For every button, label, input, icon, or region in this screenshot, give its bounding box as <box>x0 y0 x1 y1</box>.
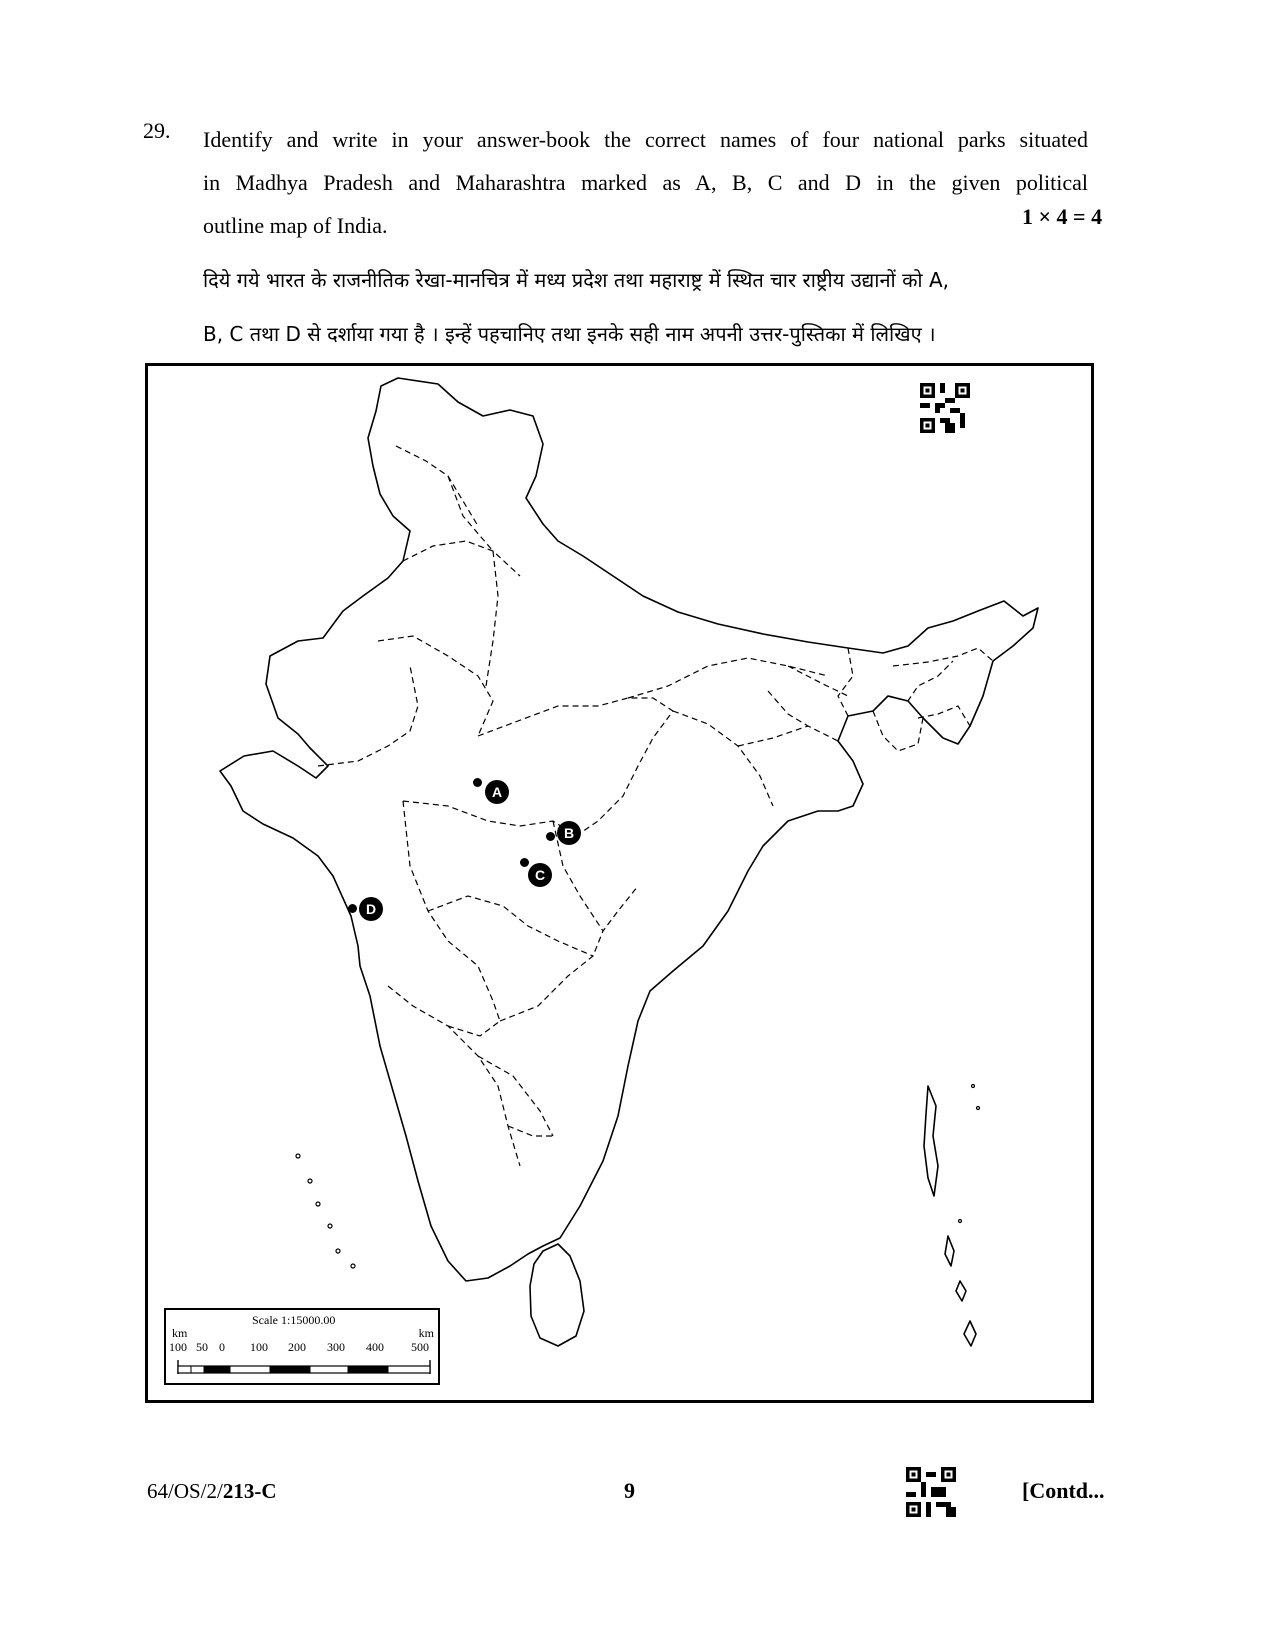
scale-tick: 300 <box>327 1340 345 1354</box>
paper-code-bold: 213-C <box>222 1479 277 1503</box>
marker-label: B <box>557 821 581 845</box>
qr-code <box>920 383 970 433</box>
scale-tick: 100 <box>169 1340 187 1354</box>
marker-label: A <box>485 780 509 804</box>
marker-dot <box>348 904 357 913</box>
india-outline <box>220 378 1038 1281</box>
hindi-line: दिये गये भारत के राजनीतिक रेखा-मानचित्र में मध्य प्रदेश तथा महाराष्ट्र में स्थित चार राष्ट्रीय उद्यानों को A, <box>203 268 950 292</box>
footer-qr-code <box>906 1467 956 1517</box>
marker-dot <box>520 858 529 867</box>
scale-tick: 0 <box>219 1340 225 1354</box>
scale-tick: 400 <box>366 1340 384 1354</box>
scale-tick: 500 <box>411 1340 429 1354</box>
question-line: Identify and write in your answer-book the correct names of four national parks situated <box>203 127 1088 152</box>
continued-label: [Contd... <box>1022 1478 1105 1503</box>
scale-tick: 100 <box>250 1340 268 1354</box>
sri-lanka-outline <box>530 1244 584 1346</box>
scale-tick: 200 <box>288 1340 306 1354</box>
scale-bar <box>176 1358 432 1378</box>
question-line: in Madhya Pradesh and Maharashtra marked as A, B, C and D in the given political <box>203 170 1088 195</box>
question-text <box>203 118 1088 247</box>
hindi-line: B, C तथा D से दर्शाया गया है । इन्हें पहचानिए तथा इनके सही नाम अपनी उत्तर-पुस्तिका में लिखिए । <box>203 322 936 346</box>
scale-unit-right: km <box>418 1326 434 1340</box>
paper-code-prefix: 64/OS/2/ <box>147 1479 223 1503</box>
question-hindi <box>203 253 1088 361</box>
marker-dot <box>546 832 555 841</box>
scale-title: Scale 1:15000.00 <box>252 1313 336 1327</box>
scale-unit-left: km <box>172 1326 188 1340</box>
india-outline-map <box>148 366 1091 1400</box>
question-marks: 1 × 4 = 4 <box>1022 204 1103 229</box>
marker-label: C <box>528 863 552 887</box>
marker-dot <box>473 778 482 787</box>
scale-tick: 50 <box>196 1340 208 1354</box>
paper-code <box>147 1479 277 1504</box>
map-scale <box>164 1308 440 1385</box>
question-number: 29. <box>143 118 171 143</box>
question-line: outline map of India. <box>203 213 388 238</box>
page-number: 9 <box>624 1478 635 1503</box>
marker-label: D <box>359 897 383 921</box>
india-map <box>145 363 1094 1403</box>
